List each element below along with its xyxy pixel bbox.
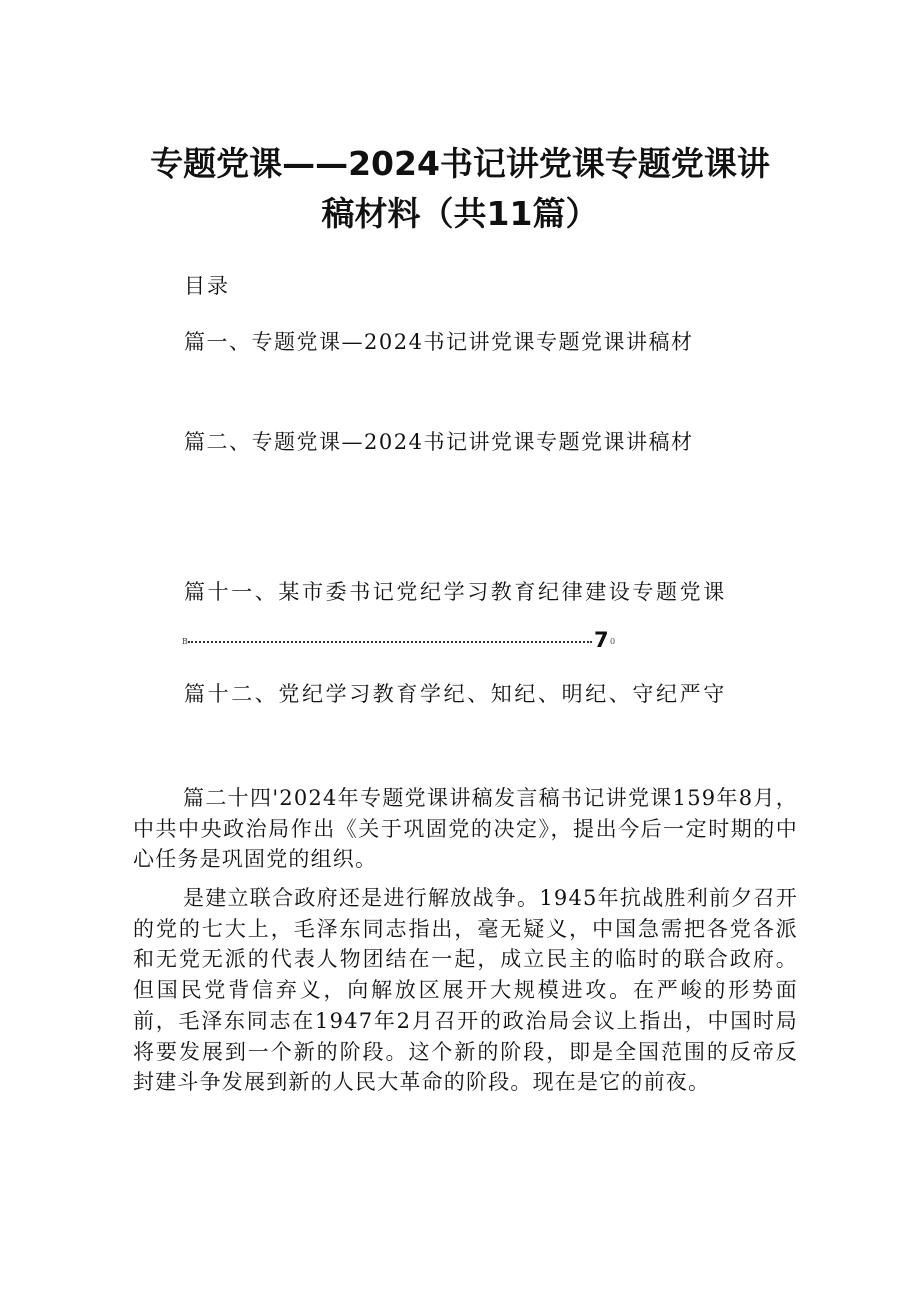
document-title-line-1: 专题党课——2024书记讲党课专题党课讲	[150, 144, 770, 183]
toc-page-number: 7	[594, 628, 609, 652]
toc-leader-line	[182, 628, 616, 652]
leader-right-marker: 0	[610, 637, 616, 646]
body-paragraph-2: 是建立联合政府还是进行解放战争。1945年抗战胜利前夕召开的党的七大上，毛泽东同志指出，毫无疑义，中国急需把各党各派和无党无派的代表人物团结在一起，成立民主的临时的联合政府。但国民党背信弃义，向解放区展开大规模进攻。在严峻的形势面前，毛泽东同志在1947年2月召开的政治局会议上指出，中国时局将要发展到一个新的阶段。这个新的阶段，即是全国范围的反帝反封建斗争发展到新的人民大革命的阶段。现在是它的前夜。	[133, 886, 798, 1095]
toc-heading: 目录	[184, 274, 230, 298]
toc-item-12[interactable]: 篇十二、党纪学习教育学纪、知纪、明纪、守纪严守	[184, 682, 727, 706]
body-paragraph-1: 篇二十四'2024年专题党课讲稿发言稿书记讲党课159年8月，中共中央政治局作出《关于巩固党的决定》，提出今后一定时期的中心任务是巩固党的组织。	[133, 786, 798, 871]
toc-item-2[interactable]: 篇二、专题党课—2024书记讲党课专题党课讲稿材	[184, 430, 694, 454]
toc-item-11[interactable]: 篇十一、某市委书记党纪学习教育纪律建设专题党课	[184, 580, 727, 604]
toc-item-1[interactable]: 篇一、专题党课—2024书记讲党课专题党课讲稿材	[184, 330, 694, 354]
dotted-leader	[188, 641, 592, 643]
leader-left-marker: B	[182, 637, 188, 646]
document-title-line-2: 稿材料（共11篇）	[321, 194, 599, 233]
